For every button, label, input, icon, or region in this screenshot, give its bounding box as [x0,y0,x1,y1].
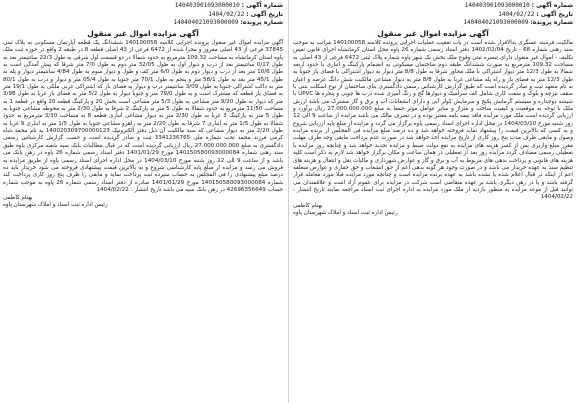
notice-body: مالکیت فرشته عسگری بدالاقرار شده است در باب تعقیب عملیات اجرایی پرونده کلاسه 140100058 مراتب به موجب سند رهنی شماره 68 - تاریخ 1402/02/04 دفتر اسناد رسمی شماره 26 پاوه محل استان کرمانشاه اجرای قانون تعیین تکلیف - اموال غیر منقول دارای تبصره ثبتی وقوع ملک بخش یک شهر پاوه شماره پلاک ثبتی 6472 فرعی از 43 اصلی به مساحت 109.32 مترمربع به صورت ششدانگ طبقه دوم ساختمان مسکونی به انضمام پارکینگ و انباری با حدود اربعه شمالا به طول 12/3 متر دیوار اشتراکی با ملک مجاور شرقا به طول 8/8 متر دیوار به دیوار اشتراکی با فضای باز جنوبا به طول 12/3 متر به فضای باز و راه پله مشاعی غربا به طول 8/8 متر به دیوار مشاعی مالکیت شش دانگ عرصه و اعیان به نام متعهد ثبت و صادر گردیده است که طبق گزارش کارشناس رسمی دادگستری بنای ساختمان از نوع اسکلت بتنی با سقف تیرچه و بلوک و سفت کاری شامل کف سرامیک و دیوارها گچ و رنگ آمیزی شده درب ها چوبی و پنجره ها UPVC با شیشه دوجداره و سیستم گرمایش پکیج و سرمایش کولر آبی و دارای انشعابات آب و برق و گاز مشترک می باشد ارزش ملک با توجه به موقعیت و کیفیت ساخت و متراژ و سایر عوامل موثر جمعا به مبلغ 27.000.000.000 ریال برآورد و ارزیابی گردیده است ملک مورد مزایده فاقد بیمه نامه معتبر بوده و در تصرف مالک می باشد مزایده از ساعت 9 الی 12 روز شنبه مورخ 1404/03/10 در محل اداره اجرای اسناد رسمی پاوه برگزار می گردد و مزایده از مبلغ پایه ارزیابی شروع و به کسی که بالاترین قیمت را پیشنهاد نماید فروخته خواهد شد و ده درصد مبلغ مزایده فی المجلس از برنده مزایده وصول و مابقی ظرف مدت پنج روز کاری از تاریخ مزایده اخذ خواهد شد در صورت عدم پرداخت مابقی وجه ظرف مهلت مقرر مبلغ واریزی پس از کسر هزینه های مزایده به نفع دولت ضبط و مزایده تجدید خواهد شد و چنانچه روز مزایده با تعطیلی رسمی مصادف گردد مزایده روز بعد از تعطیلی در همان ساعت و مکان برگزار خواهد شد لازم به ذکر است کلیه هزینه های قانونی و پرداخت بدهی های مربوط به آب و برق و گاز و عوارض شهرداری و مالیات نقل و انتقال و هزینه های تنظیم سند به عهده خریدار می باشد و در صورت وجود هر گونه بدهی اعم از حق انشعاب و حق حفاری و عوارض متعلقه اعم از اینکه در قبال اعلام شده یا نشده باشد به عهده برنده مزایده است و چنانچه مورد مزایده قبلا مورد معامله قرار گرفته باشد و یا در رهن دیگری باشد بر عهده متقاضی است شرکت در مزایده برای عموم آزاد است و علاقمندان می توانند قبل از موعد مزایده به منظور بازدید از ملک مورد مزایده به اداره اجرای ثبت اسناد مراجعه نمایند تاریخ انتشار : 1404/02/22 [293,40,574,201]
notice-date-line [293,11,573,20]
notice-number-value: 140403901093000010 [464,2,530,9]
notice-number-label: شماره آگهی : [241,2,283,9]
case-number-label: شماره پرونده: [530,19,573,26]
signature-name: بهنام کاظمی [3,195,33,202]
signature-role: رئیس اداره ثبت اسناد و املاک شهرستان پاوه [293,209,398,216]
signature-name: بهنام کاظمی [293,202,323,209]
notice-date-line [3,11,283,20]
notice-column-left [0,2,286,401]
notice-number-value: 140403901093000010 [174,2,240,9]
notice-meta [3,2,283,28]
notice-date-label: تاریخ آگهی : [246,10,283,18]
notice-body: آگهی مزایده اموال غیر منقول پرونده اجرایی کلاسه 140100058 ششدانگ یک قطعه آپارتمان مسکونی به پلاک ثبتی 37845 فرعی از 43 اصلی مفروز و مجزا شده از 6472 فرعی از 43 اصلی قطعه 8 در طبقه 2 واقع در حوزه ثبت ملک پاوه استان کرمانشاه به مساحت 109.32 مترمربع به حدود شمالا در دو قسمت اول شرقی به طول 22/3 سانتیمتر بعد به طول 0/17 سانتیمتر بعد از درب و دیوار اول به طول 32/05 متر دوم به طول 7/0 متر شرقا که پیش آمدگی است به طول 10/6 متر بعد از درب و دیوار دوم به طول 6/0 متر کف و طول و دیوار سوم به طول 4/84 سانتیمتر دیوار و پله به طول 45/1 متر بعد به طول 58/1 متر و پنجم به طول 70/1 متر جنوبا به طول 05/4 متر و دیوار و درب به طول 80/1 متر به داکت اشتراکی جنوبا به طول 3/09 سانتیمتر درب و دیوار به فضای باز که اشتراکی غربی ملکی به طول 19/1 متر به فضای باز قطعه که مشترک است و به طول 79/0 متر و جنوبا دیوار به طول 5/2 متر به فضای باز غربا به طول 3/98 متر که دیوار به طول 9/20 متر مشاعی به طول 5/3 متر مشاعی است بخش 20 و پارکینگ قطعه 20 واقع در قطعه 1 به مساحت 11/50 مترمربع به حدود شمالا به طول 5 متر به پارکینگ 2 شرقا به طول 2/30 متر به محوطه مشاعی جنوبا به طول 5 متر به پارکینگ 3 غربا به طول 2/30 متر به دیوار مشاعی انباری قطعه 8 به مساحت 3/30 مترمربع به حدود شمالا به طول 1/5 متر به انباری 7 شرقا به طول 2/20 متر به راهرو مشاعی جنوبا به طول 1/5 متر به انباری 9 غربا به طول 2/20 متر به دیوار مشاعی که سند مالکیت آن ذیل دفتر الکترونیک 140020309700000123 به نام محمد شاه کرمی فرزند محمد تحت شماره ملی 3341236765 ثبت و صادر گردیده است و حسب گزارش کارشناس رسمی دادگستری به مبلغ 27.000.000.000 ریال ارزیابی گردیده است که در قبال مطالبات بانک سپه شعبه مرکزی پاوه طبق سند رهنی شماره 140150580093000084 مورخ 1401/01/29 دفتر اسناد رسمی شماره 26 پاوه در رهن بانک می باشد و از ساعت 9 الی 12 روز شنبه مورخ 1404/03/10 در محل اداره اجرای اسناد رسمی پاوه از طریق مزایده به فروش می رسد و مزایده از مبلغ پایه کارشناسی شروع و به بالاترین قیمت پیشنهادی فروخته می شود خریدار باید ده درصد مبلغ پیشنهادی را فی المجلس به حساب سپرده ثبت پرداخت نماید و مابقی را ظرف پنج روز کاری پرداخت کند شماره 140150580093000084 مورخ 1401/01/29 صادره از دفتر اسناد رسمی شماره 26 پاوه به موجب شماره حساب 42696356649 در رهن بانک سپه می باشد تاریخ انتشار : 1404/02/22 [3,40,284,193]
notice-signature [3,195,283,209]
notice-number-line [3,2,283,11]
notice-title: آگهی مزایده اموال غیر منقول [377,29,489,38]
case-number-line [3,19,283,28]
notice-date-label: تاریخ آگهی : [536,10,573,18]
notice-number-line [293,2,573,11]
notice-meta [293,2,573,28]
notice-date-value: 1404/02/22 [498,10,535,18]
column-divider [288,0,289,403]
case-number-label: شماره پرونده: [240,19,283,26]
signature-role: رئیس اداره ثبت اسناد و املاک شهرستان پاوه [3,202,108,209]
notice-signature [293,203,573,217]
case-number-value: 140404021093000009 [173,19,239,26]
case-number-line [293,19,573,28]
notice-date-value: 1404/02/22 [208,10,245,18]
notice-column-right [290,2,576,401]
notice-title: آگهی مزایده اموال غیر منقول [87,29,199,38]
notice-number-label: شماره آگهی : [531,2,573,9]
case-number-value: 140404021093000009 [463,19,529,26]
